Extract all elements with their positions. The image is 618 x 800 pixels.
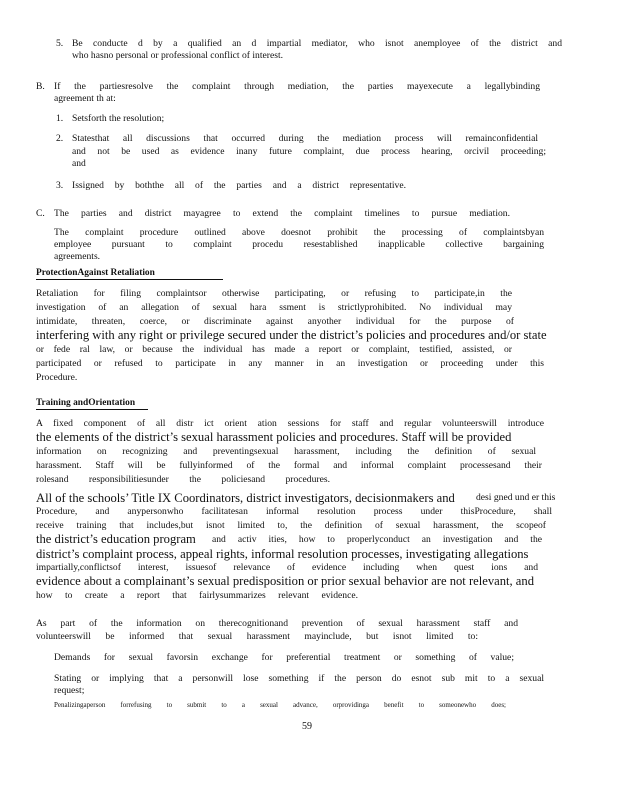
text-line: receive training that includes,but isnot limited to, the definition of sexual harassment, the scopeof (36, 520, 546, 531)
text-line: and activ ities, how to properlyconduct an investigation and the (212, 534, 542, 545)
list-marker: 3. (56, 180, 64, 191)
text-line: the elements of the district’s sexual harassment policies and procedures. Staff will be provided (36, 430, 512, 444)
list-marker: 1. (56, 113, 64, 124)
text-line: Penalizingaperson forrefusing to submit to a sexual advance, orprovidinga benefit to someonewho does; (54, 701, 506, 709)
text-line: investigation of an allegation of sexual hara ssment is strictlyprohibited. No individual may (36, 302, 512, 313)
text-line: information on recognizing and preventingsexual harassment, including the definition of sexual (36, 446, 536, 457)
text-line: agreements. (54, 251, 101, 262)
list-marker: 5. (56, 38, 64, 49)
text-line: how to create a report that fairlysummarizes relevant evidence. (36, 590, 358, 601)
section-heading: ProtectionAgainst Retaliation (36, 268, 223, 280)
text-line: All of the schools’ Title IX Coordinators, district investigators, decisionmakers and (36, 491, 455, 505)
text-line: Retaliation for filing complaintsor otherwise participating, or refusing to participate,in the (36, 288, 512, 299)
text-line: the district’s education program (36, 532, 196, 546)
text-line: district’s complaint process, appeal rights, informal resolution processes, investigating allegations (36, 547, 529, 561)
text-line: Procedure, and anypersonwho facilitatesan informal resolution process under thisProcedure, shall (36, 506, 552, 517)
text-line: desi gned und er this (476, 492, 556, 503)
text-line: and not be used as evidence inany future complaint, due process hearing, orcivil proceeding; (72, 146, 546, 157)
list-marker: C. (36, 208, 45, 219)
text-line: participated or refused to participate in any manner in an investigation or proceeding under this (36, 358, 544, 369)
text-line: Statesthat all discussions that occurred during the mediation process will remainconfidential (72, 133, 538, 144)
text-line: The parties and district mayagree to extend the complaint timelines to pursue mediation. (54, 208, 510, 219)
text-line: or fede ral law, or because the individual has made a report or complaint, testified, assisted, or (36, 344, 512, 355)
text-line: intimidate, threaten, coerce, or discriminate against anyother individual for the purpose of (36, 316, 514, 327)
text-line: evidence about a complainant’s sexual predisposition or prior sexual behavior are not relevant, and (36, 574, 534, 588)
text-line: Procedure. (36, 372, 78, 383)
list-marker: 2. (56, 133, 64, 144)
text-line: interfering with any right or privilege secured under the district’s policies and procedures and/or state (36, 328, 547, 342)
text-line: impartially,conflictsof interest, issuesof relevance of evidence including when quest ions and (36, 562, 538, 573)
text-line: and (72, 158, 86, 169)
text-line: who hasno personal or professional conflict of interest. (72, 50, 284, 61)
text-line: As part of the information on therecognitionand prevention of sexual harassment staff and (36, 618, 518, 629)
text-line: volunteerswill be informed that sexual harassment mayinclude, but isnot limited to: (36, 631, 478, 642)
page-number: 59 (302, 721, 312, 732)
text-line: Issigned by boththe all of the parties and a district representative. (72, 180, 406, 191)
text-line: Stating or implying that a personwill lose something if the person do esnot sub mit to a sexual (54, 673, 544, 684)
text-line: If the partiesresolve the complaint through mediation, the parties mayexecute a legallybinding (54, 81, 540, 92)
text-line: A fixed component of all distr ict orient ation sessions for staff and regular volunteerswill introduce (36, 418, 544, 429)
text-line: harassment. Staff will be fullyinformed of the formal and informal complaint processesand their (36, 460, 542, 471)
text-line: Demands for sexual favorsin exchange for preferential treatment or something of value; (54, 652, 514, 663)
text-line: rolesand responsibilitiesunder the policiesand procedures. (36, 474, 330, 485)
text-line: The complaint procedure outlined above doesnot prohibit the processing of complaintsbyan (54, 227, 544, 238)
section-heading: Training andOrientation (36, 398, 148, 410)
text-line: agreement th at: (54, 93, 116, 104)
list-marker: B. (36, 81, 45, 92)
text-line: Be conducte d by a qualified an d impartial mediator, who isnot anemployee of the district and (72, 38, 562, 49)
text-line: request; (54, 685, 85, 696)
text-line: employee pursuant to complaint procedu resestablished inapplicable collective bargaining (54, 239, 544, 250)
text-line: Setsforth the resolution; (72, 113, 165, 124)
